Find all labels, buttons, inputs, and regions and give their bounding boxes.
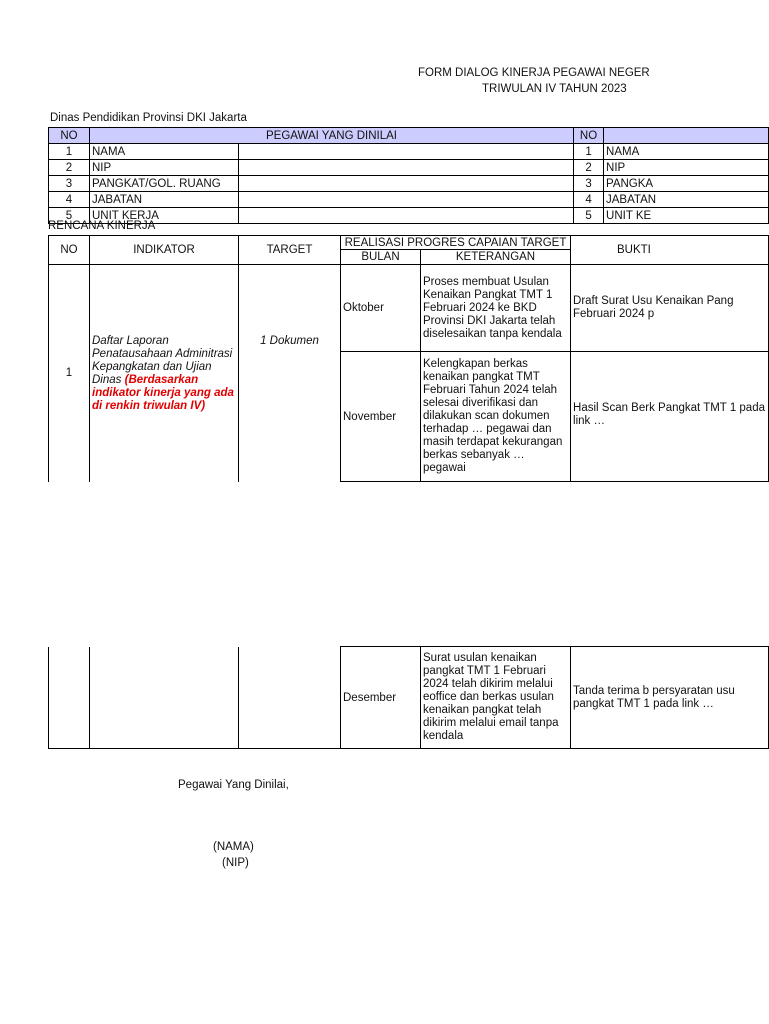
- col-realisasi: REALISASI PROGRES CAPAIAN TARGET: [341, 236, 571, 250]
- bulan-cell: Desember: [341, 647, 421, 749]
- rencana-table: [48, 235, 769, 482]
- table-row: [49, 192, 769, 208]
- row-value-cell[interactable]: [239, 192, 574, 208]
- signature-nip: (NIP): [222, 857, 249, 869]
- indikator-cell: [90, 265, 239, 482]
- row-right-label: NAMA: [604, 144, 769, 160]
- col-keterangan: KETERANGAN: [421, 250, 571, 265]
- bulan-cell: Oktober: [341, 265, 421, 352]
- row-label: UNIT KERJA: [90, 208, 239, 224]
- row-value-cell[interactable]: [239, 176, 574, 192]
- row-right-no: 1: [574, 144, 604, 160]
- row-right-no: 2: [574, 160, 604, 176]
- pegawai-table: [48, 127, 769, 224]
- bulan-cell: November: [341, 352, 421, 482]
- col-bulan: BULAN: [341, 250, 421, 265]
- signature-name: (NAMA): [213, 841, 254, 853]
- row-label: JABATAN: [90, 192, 239, 208]
- row-right-no: 4: [574, 192, 604, 208]
- indikator-text: Daftar Laporan Penatausahaan Adminitrasi Kepangkatan dan Ujian Dinas: [92, 335, 233, 386]
- target-cell: 1 Dokumen: [239, 265, 341, 482]
- rencana-header-row: [49, 236, 769, 250]
- row-right-no: 5: [574, 208, 604, 224]
- form-title: FORM DIALOG KINERJA PEGAWAI NEGER: [418, 67, 650, 79]
- indikator-note: (Berdasarkan indikator kinerja yang ada di renkin triwulan IV): [92, 374, 234, 412]
- row-number-cont: [49, 647, 90, 749]
- row-right-no: 3: [574, 176, 604, 192]
- row-right-label: UNIT KE: [604, 208, 769, 224]
- target-cell-cont: [239, 647, 341, 749]
- row-number: 1: [49, 265, 90, 482]
- table-row-oktober: [49, 265, 769, 352]
- row-label: PANGKAT/GOL. RUANG: [90, 176, 239, 192]
- table-row-desember: [49, 647, 769, 749]
- keterangan-cell: Kelengkapan berkas kenaikan pangkat TMT Februari Tahun 2024 telah selesai diverifikasi dan dilakukan scan dokumen terhadap … pegawai dan masih terdapat kekurangan berkas sebanyak … pegawai: [421, 352, 571, 482]
- table-row: [49, 160, 769, 176]
- indikator-cell-cont: [90, 647, 239, 749]
- row-label: NAMA: [90, 144, 239, 160]
- col-right-title: [604, 128, 769, 144]
- rencana-table-continued: [48, 646, 769, 749]
- keterangan-cell: Proses membuat Usulan Kenaikan Pangkat TMT 1 Februari 2024 ke BKD Provinsi DKI Jakarta telah diselesaikan tanpa kendala: [421, 265, 571, 352]
- col-bukti: [571, 236, 769, 265]
- bukti-cell: Hasil Scan Berk Pangkat TMT 1 pada link …: [571, 352, 769, 482]
- col-bukti-label: BUKTI: [617, 244, 651, 256]
- col-no-right: NO: [574, 128, 604, 144]
- keterangan-cell: Surat usulan kenaikan pangkat TMT 1 Februari 2024 telah dikirim melalui eoffice dan berkas usulan kenaikan pangkat telah dikirim melalui email tanpa kendala: [421, 647, 571, 749]
- row-value-cell[interactable]: [239, 144, 574, 160]
- table-row: [49, 144, 769, 160]
- row-no: 1: [49, 144, 90, 160]
- col-no: NO: [49, 128, 90, 144]
- table-row: [49, 208, 769, 224]
- form-subtitle: TRIWULAN IV TAHUN 2023: [482, 83, 627, 95]
- bukti-cell: Tanda terima b persyaratan usu pangkat TMT 1 pada link …: [571, 647, 769, 749]
- bukti-cell: Draft Surat Usu Kenaikan Pang Februari 2024 p: [571, 265, 769, 352]
- row-no: 5: [49, 208, 90, 224]
- pegawai-header-row: [49, 128, 769, 144]
- col-target: TARGET: [239, 236, 341, 265]
- row-right-label: NIP: [604, 160, 769, 176]
- row-no: 2: [49, 160, 90, 176]
- row-value-cell[interactable]: [239, 208, 574, 224]
- table-row: [49, 176, 769, 192]
- col-no: NO: [49, 236, 90, 265]
- row-right-label: JABATAN: [604, 192, 769, 208]
- agency-name: Dinas Pendidikan Provinsi DKI Jakarta: [50, 112, 247, 124]
- row-no: 3: [49, 176, 90, 192]
- row-no: 4: [49, 192, 90, 208]
- col-indikator: INDIKATOR: [90, 236, 239, 265]
- row-right-label: PANGKA: [604, 176, 769, 192]
- row-value-cell[interactable]: [239, 160, 574, 176]
- rencana-kinerja-label: RENCANA KINERJA: [48, 220, 156, 232]
- row-label: NIP: [90, 160, 239, 176]
- signature-label: Pegawai Yang Dinilai,: [178, 779, 289, 791]
- col-pegawai-title: PEGAWAI YANG DINILAI: [90, 128, 574, 144]
